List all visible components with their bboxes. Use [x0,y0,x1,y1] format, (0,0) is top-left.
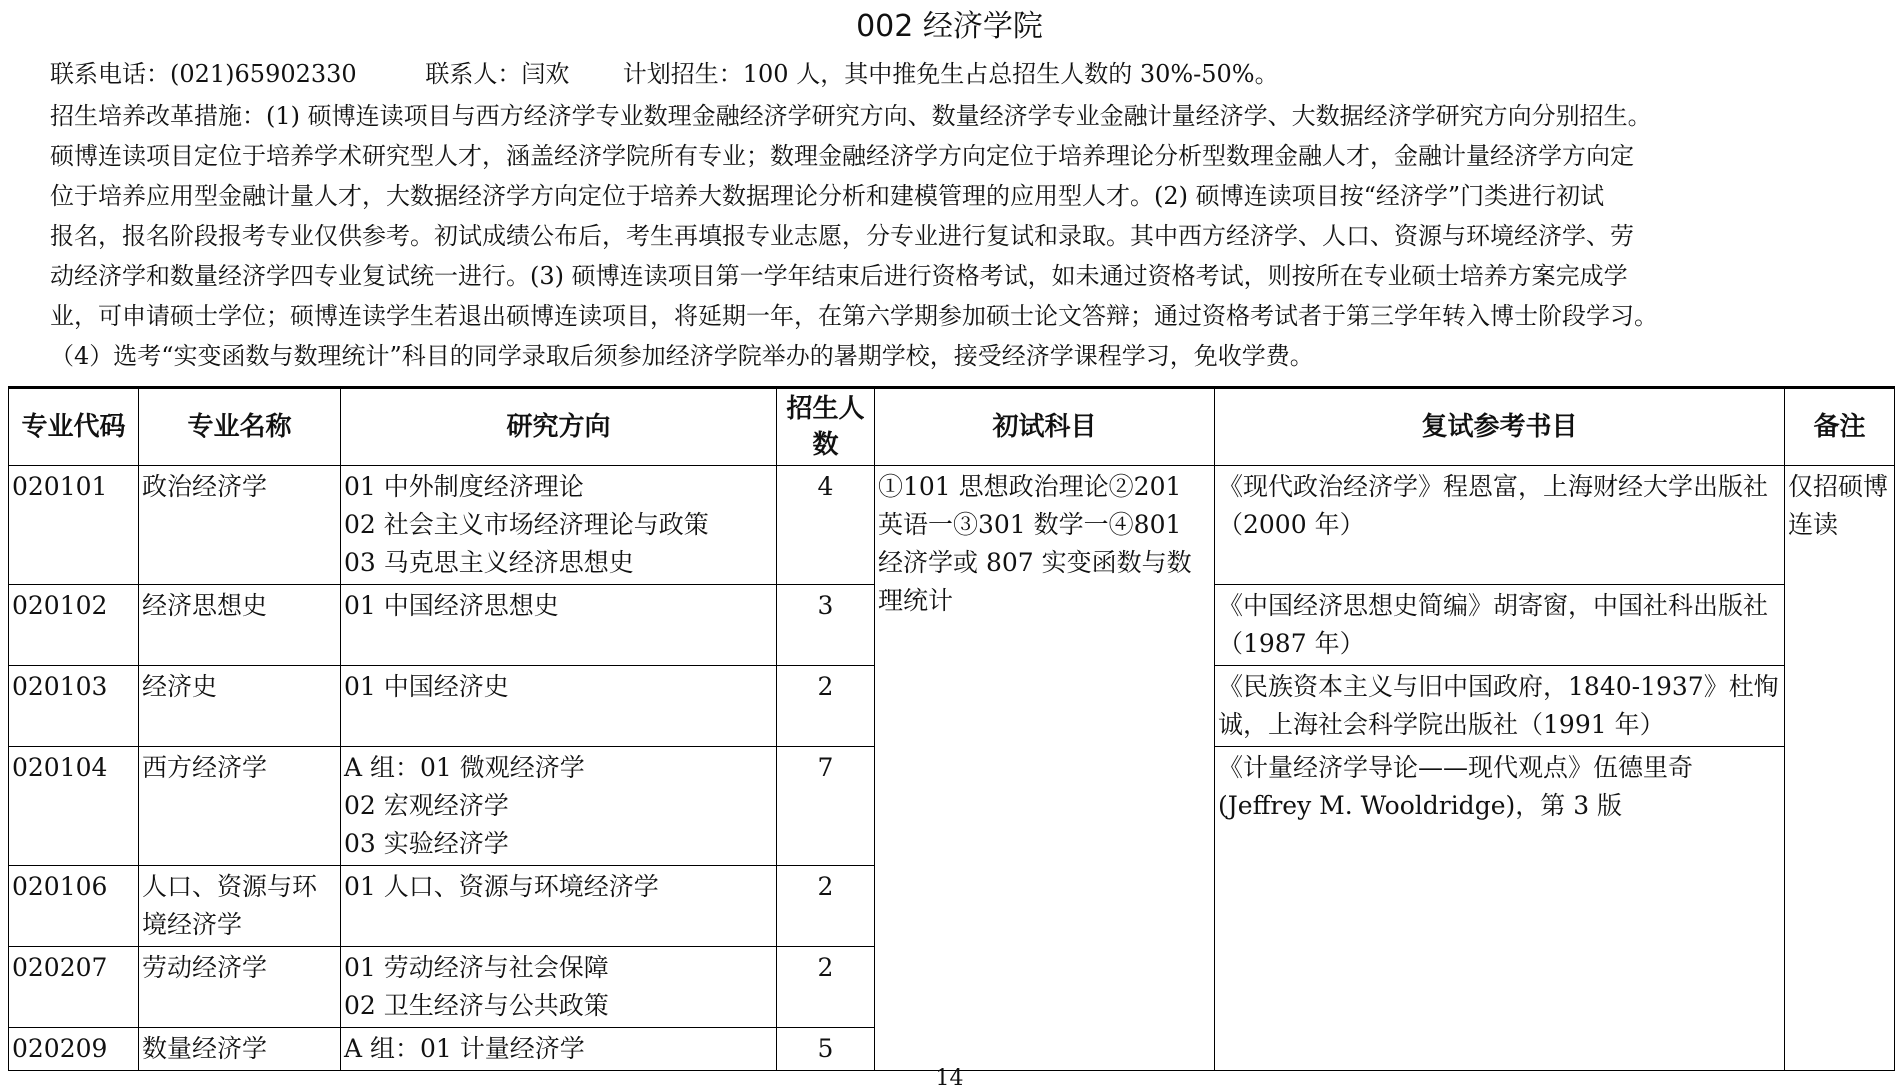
direction-item: 02 宏观经济学 [344,791,509,820]
table-header-row [9,388,1895,466]
major-name: 经济史 [139,666,341,747]
major-code: 020101 [9,466,139,585]
header-remark: 备注 [1785,388,1895,466]
major-code: 020106 [9,866,139,947]
research-directions [341,1028,777,1071]
reform-line: 招生培养改革措施：(1) 硕博连读项目与西方经济学专业数理金融经济学研究方向、数量经济学专业金融计量经济学、大数据经济学研究方向分别招生。 [50,102,1652,130]
reference-books: 《计量经济学导论——现代观点》伍德里奇(Jeffrey M. Wooldridge)，第 3 版 [1215,747,1785,1071]
research-directions [341,666,777,747]
direction-item: A 组：01 计量经济学 [344,1034,585,1063]
research-directions [341,747,777,866]
reform-line: 业，可申请硕士学位；硕博连读学生若退出硕博连读项目，将延期一年，在第六学期参加硕士论文答辩；通过资格考试者于第三学年转入博士阶段学习。 [50,302,1658,330]
quota: 4 [777,466,875,585]
page-number: 14 [935,1066,964,1091]
major-name: 经济思想史 [139,585,341,666]
header-direction: 研究方向 [341,388,777,466]
reform-line: （4）选考“实变函数与数理统计”科目的同学录取后须参加经济学院举办的暑期学校，接受经济学课程学习，免收学费。 [50,342,1314,370]
major-name: 数量经济学 [139,1028,341,1071]
reform-line: 硕博连读项目定位于培养学术研究型人才，涵盖经济学院所有专业；数理金融经济学方向定位于培养理论分析型数理金融人才，金融计量经济学方向定 [50,142,1634,170]
major-name: 政治经济学 [139,466,341,585]
admission-table [8,386,1895,1071]
reform-measures [50,96,1850,376]
header-books: 复试参考书目 [1215,388,1785,466]
major-name: 人口、资源与环境经济学 [139,866,341,947]
direction-item: 02 社会主义市场经济理论与政策 [344,510,709,539]
major-code: 020209 [9,1028,139,1071]
reform-line: 报名，报名阶段报考专业仅供参考。初试成绩公布后，考生再填报专业志愿，分专业进行复试和录取。其中西方经济学、人口、资源与环境经济学、劳 [50,222,1634,250]
reference-books: 《现代政治经济学》程恩富，上海财经大学出版社（2000 年） [1215,466,1785,585]
quota: 5 [777,1028,875,1071]
reform-line: 动经济学和数量经济学四专业复试统一进行。(3) 硕博连读项目第一学年结束后进行资格考试，如未通过资格考试，则按所在专业硕士培养方案完成学 [50,262,1628,290]
direction-item: 01 中国经济史 [344,672,509,701]
header-quota: 招生人数 [777,388,875,466]
major-code: 020104 [9,747,139,866]
reform-line: 位于培养应用型金融计量人才，大数据经济学方向定位于培养大数据理论分析和建模管理的应用型人才。(2) 硕博连读项目按“经济学”门类进行初试 [50,182,1605,210]
quota: 3 [777,585,875,666]
quota: 7 [777,747,875,866]
header-exam: 初试科目 [875,388,1215,466]
header-code: 专业代码 [9,388,139,466]
direction-item: 03 马克思主义经济思想史 [344,548,634,577]
remark: 仅招硕博连读 [1785,466,1895,1071]
quota: 2 [777,666,875,747]
quota: 2 [777,866,875,947]
research-directions [341,585,777,666]
research-directions [341,466,777,585]
direction-item: 01 人口、资源与环境经济学 [344,872,659,901]
quota: 2 [777,947,875,1028]
research-directions [341,947,777,1028]
contact-info: 联系电话：(021)65902330 联系人：闫欢 计划招生：100 人，其中推免生占总招生人数的 30%-50%。 [50,60,1279,88]
major-name: 西方经济学 [139,747,341,866]
research-directions [341,866,777,947]
table-row [9,466,1895,585]
major-code: 020102 [9,585,139,666]
major-code: 020103 [9,666,139,747]
direction-item: 01 中国经济思想史 [344,591,559,620]
reference-books: 《中国经济思想史简编》胡寄窗，中国社科出版社（1987 年） [1215,585,1785,666]
direction-item: 03 实验经济学 [344,829,509,858]
page-title: 002 经济学院 [856,9,1043,44]
direction-item: 02 卫生经济与公共政策 [344,991,609,1020]
exam-subjects: ①101 思想政治理论②201 英语一③301 数学一④801 经济学或 807 实变函数与数理统计 [875,466,1215,1071]
major-name: 劳动经济学 [139,947,341,1028]
major-code: 020207 [9,947,139,1028]
direction-item: 01 劳动经济与社会保障 [344,953,609,982]
direction-item: A 组：01 微观经济学 [344,753,585,782]
header-name: 专业名称 [139,388,341,466]
direction-item: 01 中外制度经济理论 [344,472,584,501]
reference-books: 《民族资本主义与旧中国政府，1840-1937》杜恂诚，上海社会科学院出版社（1991 年） [1215,666,1785,747]
